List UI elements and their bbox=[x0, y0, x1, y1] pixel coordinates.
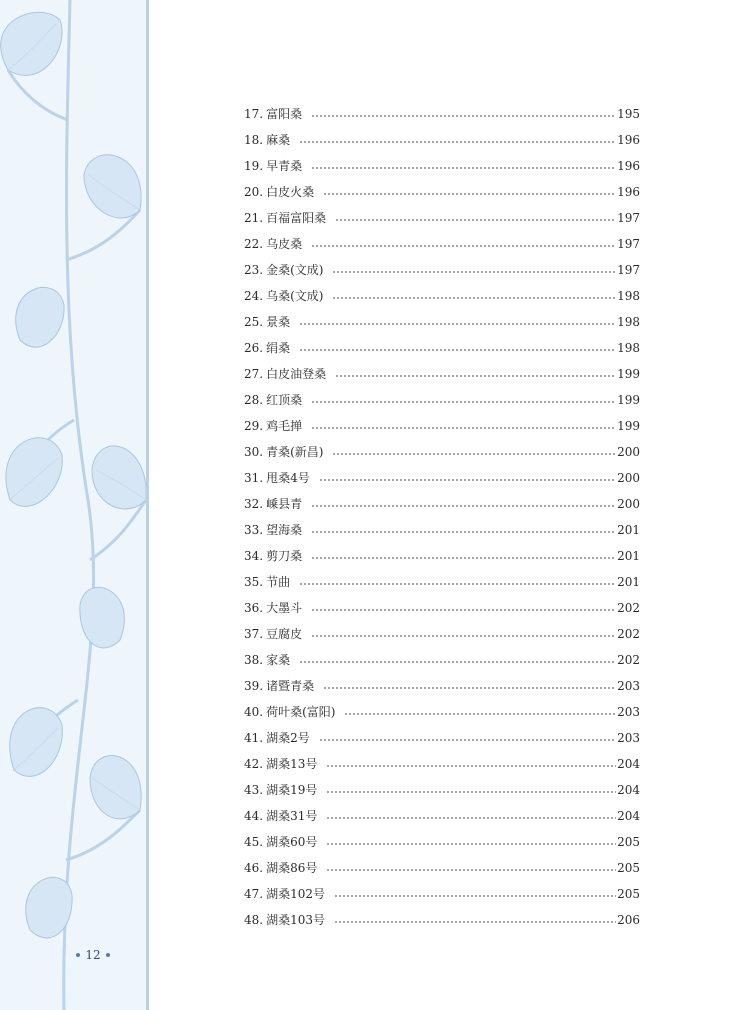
toc-entry-number: 22. bbox=[244, 237, 264, 251]
toc-entry-title: 湖桑60号 bbox=[266, 835, 318, 849]
page-number bbox=[76, 948, 110, 962]
toc-dot-leader bbox=[335, 219, 616, 221]
toc-entry[interactable] bbox=[244, 673, 640, 699]
toc-entry[interactable] bbox=[244, 361, 640, 387]
toc-dot-leader bbox=[311, 635, 616, 637]
toc-dot-leader bbox=[332, 453, 616, 455]
toc-entry-page: 198 bbox=[617, 341, 640, 355]
toc-entry-title: 家桑 bbox=[266, 653, 291, 667]
toc-entry-title: 湖桑13号 bbox=[266, 757, 318, 771]
toc-entry[interactable] bbox=[244, 231, 640, 257]
toc-entry-page: 203 bbox=[617, 705, 640, 719]
toc-entry-number: 18. bbox=[244, 133, 264, 147]
toc-entry[interactable] bbox=[244, 309, 640, 335]
toc-entry-page: 201 bbox=[617, 549, 640, 563]
toc-entry-title: 乌桑(文成) bbox=[266, 289, 324, 303]
toc-entry-title: 望海桑 bbox=[266, 523, 303, 537]
toc-entry-number: 48. bbox=[244, 913, 264, 927]
toc-entry-page: 202 bbox=[617, 653, 640, 667]
toc-entry[interactable] bbox=[244, 517, 640, 543]
toc-entry[interactable] bbox=[244, 881, 640, 907]
toc-dot-leader bbox=[311, 505, 616, 507]
table-of-contents bbox=[244, 101, 640, 933]
toc-dot-leader bbox=[311, 167, 616, 169]
toc-entry[interactable] bbox=[244, 179, 640, 205]
bullet-dot-icon bbox=[106, 953, 110, 957]
toc-dot-leader bbox=[311, 609, 616, 611]
toc-entry-number: 36. bbox=[244, 601, 264, 615]
toc-entry-page: 201 bbox=[617, 523, 640, 537]
toc-entry-page: 200 bbox=[617, 497, 640, 511]
toc-entry-number: 43. bbox=[244, 783, 264, 797]
toc-entry-title: 湖桑2号 bbox=[266, 731, 310, 745]
toc-dot-leader bbox=[299, 323, 616, 325]
toc-dot-leader bbox=[334, 895, 616, 897]
toc-entry[interactable] bbox=[244, 387, 640, 413]
toc-dot-leader bbox=[311, 115, 616, 117]
toc-entry-number: 23. bbox=[244, 263, 264, 277]
toc-entry-title: 湖桑102号 bbox=[266, 887, 325, 901]
toc-entry[interactable] bbox=[244, 127, 640, 153]
toc-dot-leader bbox=[335, 375, 616, 377]
toc-entry[interactable] bbox=[244, 205, 640, 231]
toc-entry-title: 荷叶桑(富阳) bbox=[266, 705, 336, 719]
toc-entry-number: 31. bbox=[244, 471, 264, 485]
page-number-label: 12 bbox=[85, 948, 101, 962]
toc-entry-number: 39. bbox=[244, 679, 264, 693]
toc-entry-number: 29. bbox=[244, 419, 264, 433]
toc-entry-title: 景桑 bbox=[266, 315, 291, 329]
toc-entry[interactable] bbox=[244, 725, 640, 751]
toc-entry-page: 197 bbox=[617, 263, 640, 277]
toc-entry[interactable] bbox=[244, 413, 640, 439]
toc-entry-number: 44. bbox=[244, 809, 264, 823]
toc-entry-page: 203 bbox=[617, 731, 640, 745]
toc-dot-leader bbox=[311, 557, 616, 559]
mulberry-leaf-illustration bbox=[0, 0, 146, 1010]
toc-entry-title: 白皮油登桑 bbox=[266, 367, 327, 381]
toc-entry[interactable] bbox=[244, 439, 640, 465]
toc-entry-title: 湖桑31号 bbox=[266, 809, 318, 823]
toc-entry-title: 甩桑4号 bbox=[266, 471, 310, 485]
toc-entry-title: 嵊县青 bbox=[266, 497, 303, 511]
toc-entry-title: 大墨斗 bbox=[266, 601, 303, 615]
toc-entry-title: 麻桑 bbox=[266, 133, 291, 147]
toc-entry-title: 红顶桑 bbox=[266, 393, 303, 407]
toc-entry-number: 46. bbox=[244, 861, 264, 875]
toc-dot-leader bbox=[326, 843, 616, 845]
toc-dot-leader bbox=[323, 687, 616, 689]
toc-entry-page: 202 bbox=[617, 627, 640, 641]
toc-entry-page: 202 bbox=[617, 601, 640, 615]
toc-entry-number: 30. bbox=[244, 445, 264, 459]
toc-entry-number: 26. bbox=[244, 341, 264, 355]
toc-entry[interactable] bbox=[244, 491, 640, 517]
toc-entry-title: 百福富阳桑 bbox=[266, 211, 327, 225]
toc-dot-leader bbox=[299, 661, 616, 663]
bullet-dot-icon bbox=[76, 953, 80, 957]
toc-entry-title: 鸡毛掸 bbox=[266, 419, 303, 433]
toc-entry-number: 20. bbox=[244, 185, 264, 199]
toc-entry-number: 45. bbox=[244, 835, 264, 849]
toc-entry[interactable] bbox=[244, 777, 640, 803]
toc-entry-page: 201 bbox=[617, 575, 640, 589]
toc-entry-title: 早青桑 bbox=[266, 159, 303, 173]
toc-entry[interactable] bbox=[244, 647, 640, 673]
toc-entry-page: 196 bbox=[617, 185, 640, 199]
toc-entry-number: 41. bbox=[244, 731, 264, 745]
sidebar-divider bbox=[146, 0, 149, 1010]
toc-dot-leader bbox=[311, 401, 616, 403]
toc-entry-number: 34. bbox=[244, 549, 264, 563]
toc-entry[interactable] bbox=[244, 101, 640, 127]
toc-entry-page: 200 bbox=[617, 445, 640, 459]
toc-entry[interactable] bbox=[244, 257, 640, 283]
toc-entry[interactable] bbox=[244, 153, 640, 179]
toc-entry-title: 豆腐皮 bbox=[266, 627, 303, 641]
toc-dot-leader bbox=[326, 817, 616, 819]
toc-entry-number: 42. bbox=[244, 757, 264, 771]
toc-entry[interactable] bbox=[244, 569, 640, 595]
toc-dot-leader bbox=[311, 427, 616, 429]
toc-entry-page: 205 bbox=[617, 835, 640, 849]
toc-entry-number: 35. bbox=[244, 575, 264, 589]
toc-entry-page: 200 bbox=[617, 471, 640, 485]
toc-entry-title: 节曲 bbox=[266, 575, 291, 589]
toc-entry-page: 198 bbox=[617, 289, 640, 303]
toc-entry-page: 198 bbox=[617, 315, 640, 329]
toc-entry[interactable] bbox=[244, 465, 640, 491]
toc-entry[interactable] bbox=[244, 751, 640, 777]
toc-entry-number: 25. bbox=[244, 315, 264, 329]
toc-entry-page: 199 bbox=[617, 419, 640, 433]
toc-entry-page: 199 bbox=[617, 367, 640, 381]
toc-dot-leader bbox=[326, 869, 616, 871]
toc-dot-leader bbox=[334, 921, 616, 923]
toc-entry-number: 38. bbox=[244, 653, 264, 667]
toc-dot-leader bbox=[311, 245, 616, 247]
toc-dot-leader bbox=[319, 479, 616, 481]
toc-entry-page: 204 bbox=[617, 809, 640, 823]
toc-entry[interactable] bbox=[244, 283, 640, 309]
toc-entry-number: 40. bbox=[244, 705, 264, 719]
toc-entry[interactable] bbox=[244, 907, 640, 933]
toc-entry-number: 27. bbox=[244, 367, 264, 381]
toc-entry[interactable] bbox=[244, 699, 640, 725]
toc-entry-number: 28. bbox=[244, 393, 264, 407]
toc-dot-leader bbox=[299, 349, 616, 351]
toc-entry-title: 富阳桑 bbox=[266, 107, 303, 121]
toc-entry[interactable] bbox=[244, 829, 640, 855]
toc-entry-page: 205 bbox=[617, 887, 640, 901]
toc-entry-title: 诸暨青桑 bbox=[266, 679, 315, 693]
toc-entry-number: 19. bbox=[244, 159, 264, 173]
decorative-leaf-sidebar bbox=[0, 0, 146, 1010]
toc-entry-number: 24. bbox=[244, 289, 264, 303]
toc-entry-number: 37. bbox=[244, 627, 264, 641]
toc-entry-page: 195 bbox=[617, 107, 640, 121]
toc-entry-page: 206 bbox=[617, 913, 640, 927]
toc-entry-page: 204 bbox=[617, 783, 640, 797]
toc-entry-title: 湖桑19号 bbox=[266, 783, 318, 797]
toc-entry-number: 47. bbox=[244, 887, 264, 901]
toc-entry-title: 绢桑 bbox=[266, 341, 291, 355]
toc-dot-leader bbox=[332, 271, 616, 273]
toc-entry[interactable] bbox=[244, 855, 640, 881]
toc-entry-title: 剪刀桑 bbox=[266, 549, 303, 563]
toc-entry-number: 21. bbox=[244, 211, 264, 225]
toc-entry-title: 湖桑86号 bbox=[266, 861, 318, 875]
toc-entry-title: 湖桑103号 bbox=[266, 913, 325, 927]
toc-entry-title: 金桑(文成) bbox=[266, 263, 324, 277]
toc-entry-number: 17. bbox=[244, 107, 264, 121]
toc-dot-leader bbox=[326, 765, 616, 767]
toc-entry[interactable] bbox=[244, 621, 640, 647]
toc-entry-page: 205 bbox=[617, 861, 640, 875]
toc-dot-leader bbox=[299, 583, 616, 585]
toc-entry-page: 197 bbox=[617, 237, 640, 251]
toc-entry-page: 196 bbox=[617, 159, 640, 173]
toc-entry[interactable] bbox=[244, 543, 640, 569]
toc-dot-leader bbox=[326, 791, 616, 793]
toc-entry-page: 203 bbox=[617, 679, 640, 693]
toc-dot-leader bbox=[299, 141, 616, 143]
toc-dot-leader bbox=[311, 531, 616, 533]
toc-entry-number: 32. bbox=[244, 497, 264, 511]
toc-dot-leader bbox=[319, 739, 616, 741]
toc-entry-page: 197 bbox=[617, 211, 640, 225]
toc-entry-number: 33. bbox=[244, 523, 264, 537]
toc-entry[interactable] bbox=[244, 803, 640, 829]
toc-entry[interactable] bbox=[244, 335, 640, 361]
toc-entry-title: 乌皮桑 bbox=[266, 237, 303, 251]
toc-dot-leader bbox=[332, 297, 616, 299]
toc-dot-leader bbox=[344, 713, 616, 715]
toc-entry-title: 白皮火桑 bbox=[266, 185, 315, 199]
toc-dot-leader bbox=[323, 193, 616, 195]
toc-entry-page: 204 bbox=[617, 757, 640, 771]
toc-entry-page: 199 bbox=[617, 393, 640, 407]
toc-entry-page: 196 bbox=[617, 133, 640, 147]
toc-entry-title: 青桑(新昌) bbox=[266, 445, 324, 459]
toc-entry[interactable] bbox=[244, 595, 640, 621]
